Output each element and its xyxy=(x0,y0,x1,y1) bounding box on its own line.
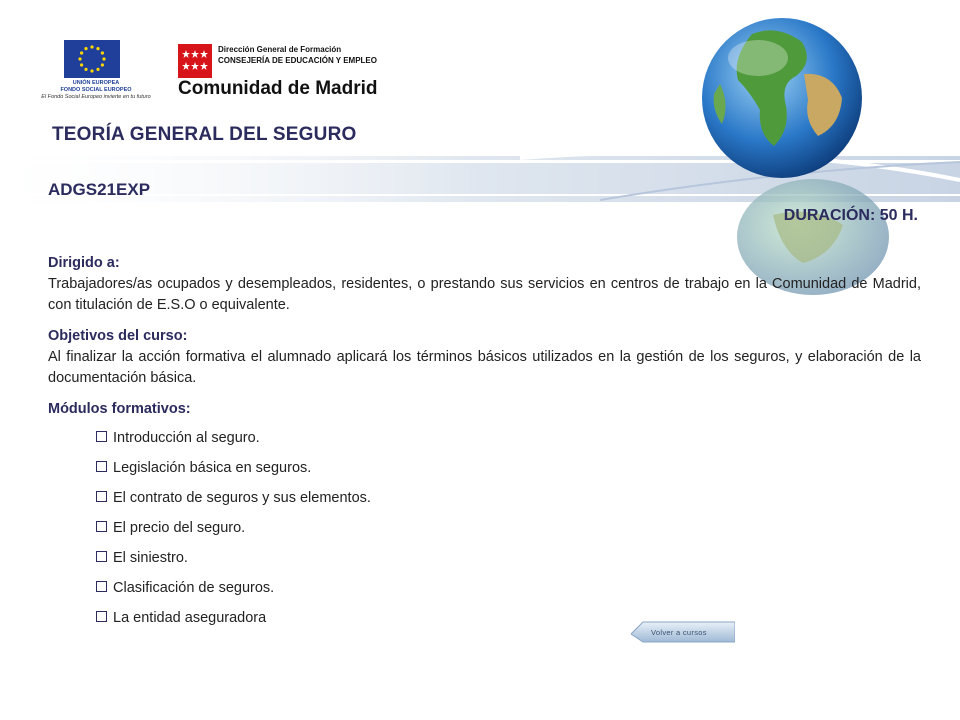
course-content xyxy=(48,253,921,638)
module-label: Legislación básica en seguros. xyxy=(113,460,312,476)
list-item xyxy=(96,488,921,518)
target-heading: Dirigido a: xyxy=(48,255,120,271)
globe-icon xyxy=(692,14,872,189)
module-label: El contrato de seguros y sus elementos. xyxy=(113,490,371,506)
madrid-logo xyxy=(176,42,396,102)
list-item xyxy=(96,518,921,548)
checkbox-icon xyxy=(96,551,107,562)
list-item xyxy=(96,458,921,488)
list-item xyxy=(96,428,921,458)
modules-section xyxy=(48,399,921,638)
course-duration: DURACIÓN: 50 H. xyxy=(783,207,918,224)
target-text: Trabajadores/as ocupados y desempleados, residentes, o prestando sus servicios en centros de trabajo en la Comunidad de Madrid, con titulación de E.S.O o equivalente. xyxy=(48,276,921,313)
course-title: TEORÍA GENERAL DEL SEGURO xyxy=(52,124,357,145)
objectives-text: Al finalizar la acción formativa el alumnado aplicará los términos básicos utilizados en la gestión de los seguros, y elaboración de la documentación básica. xyxy=(48,349,921,386)
madrid-line1: Dirección General de Formación xyxy=(218,45,342,54)
eu-flag-icon xyxy=(64,40,120,78)
list-item xyxy=(96,608,921,638)
module-label: La entidad aseguradora xyxy=(113,610,267,626)
checkbox-icon xyxy=(96,581,107,592)
checkbox-icon xyxy=(96,611,107,622)
eu-motto: El Fondo Social Europeo invierte en tu futuro xyxy=(41,94,151,100)
target-section xyxy=(48,253,921,316)
checkbox-icon xyxy=(96,431,107,442)
checkbox-icon xyxy=(96,521,107,532)
eu-line2: FONDO SOCIAL EUROPEO xyxy=(60,87,132,93)
modules-list xyxy=(48,428,921,638)
checkbox-icon xyxy=(96,491,107,502)
back-button-label: Volver a cursos xyxy=(651,628,707,637)
madrid-flag-icon xyxy=(178,44,212,78)
objectives-section xyxy=(48,326,921,389)
course-code: ADGS21EXP xyxy=(48,180,151,199)
back-to-courses-button[interactable] xyxy=(631,621,735,647)
list-item xyxy=(96,548,921,578)
madrid-line2: CONSEJERÍA DE EDUCACIÓN Y EMPLEO xyxy=(218,56,377,65)
module-label: El precio del seguro. xyxy=(113,520,246,536)
module-label: Clasificación de seguros. xyxy=(113,580,275,596)
madrid-subtitle xyxy=(218,44,377,66)
module-label: El siniestro. xyxy=(113,550,188,566)
module-label: Introducción al seguro. xyxy=(113,430,260,446)
list-item xyxy=(96,578,921,608)
eu-line1: UNIÓN EUROPEA xyxy=(72,80,120,86)
objectives-heading: Objetivos del curso: xyxy=(48,328,188,344)
checkbox-icon xyxy=(96,461,107,472)
madrid-name: Comunidad de Madrid xyxy=(178,78,378,99)
eu-logo-text xyxy=(36,80,156,101)
modules-heading: Módulos formativos: xyxy=(48,401,191,417)
